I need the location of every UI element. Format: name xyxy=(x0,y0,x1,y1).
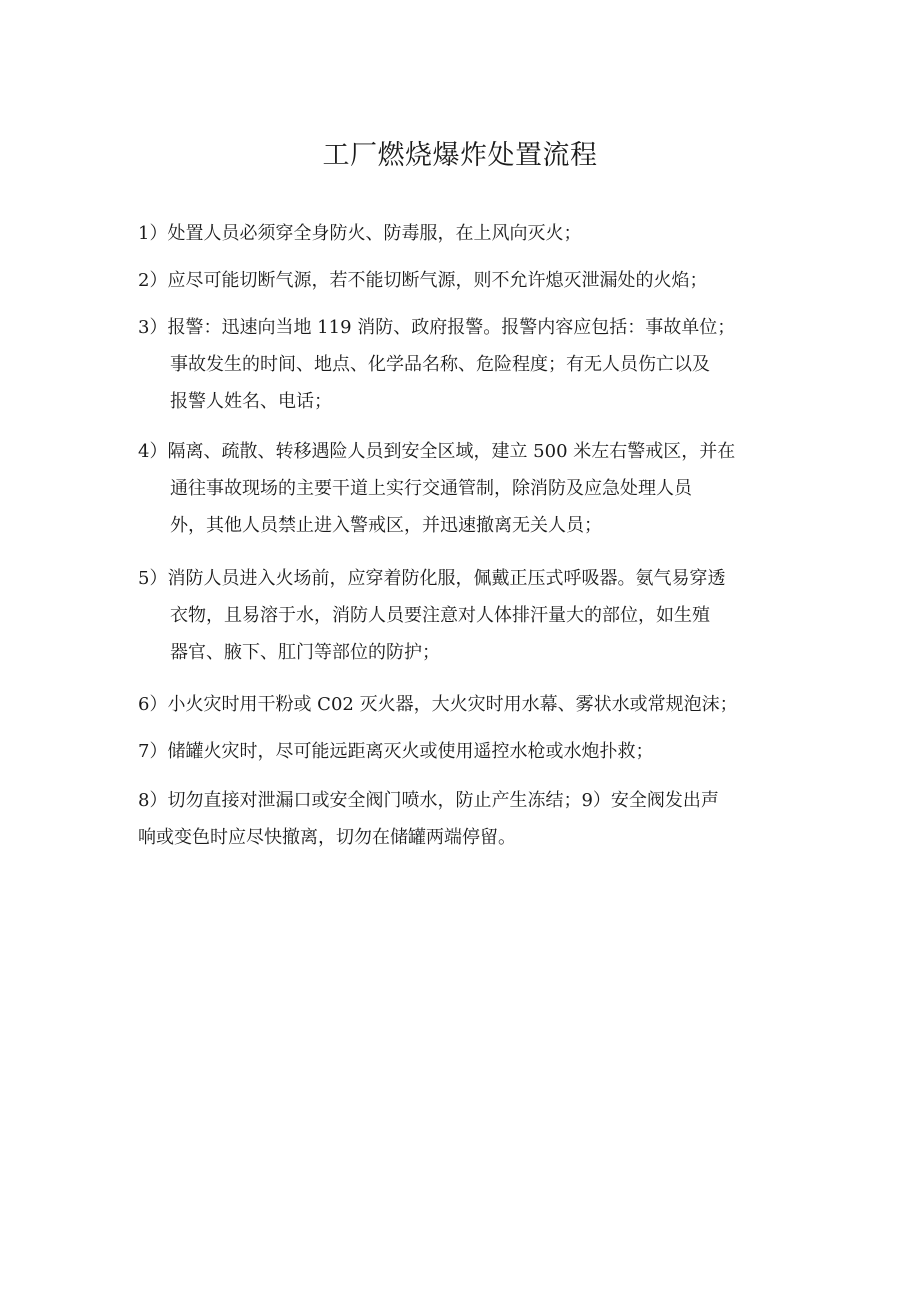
item-line: 2）应尽可能切断气源，若不能切断气源，则不允许熄灭泄漏处的火焰； xyxy=(138,270,708,291)
item-line: 5）消防人员进入火场前，应穿着防化服，佩戴正压式呼吸器。氨气易穿透 xyxy=(138,568,726,589)
item-line: 外，其他人员禁止进入警戒区，并迅速撤离无关人员； xyxy=(170,515,602,536)
item-line: 4）隔离、疏散、转移遇险人员到安全区域，建立 500 米左右警戒区，并在 xyxy=(138,441,736,462)
list-item-5 xyxy=(138,560,798,671)
list-item-7 xyxy=(138,733,798,770)
item-line: 器官、腋下、肛门等部位的防护； xyxy=(170,642,440,663)
list-item-3 xyxy=(138,309,798,420)
list-item-2 xyxy=(138,262,798,299)
item-line: 衣物，且易溶于水，消防人员要注意对人体排汗量大的部位，如生殖 xyxy=(170,605,710,626)
item-line: 3）报警：迅速向当地 119 消防、政府报警。报警内容应包括：事故单位； xyxy=(138,317,736,338)
list-item-4 xyxy=(138,433,798,544)
list-item-6 xyxy=(138,686,798,723)
list-item-8 xyxy=(138,782,798,856)
item-line: 1）处置人员必须穿全身防火、防毒服，在上风向灭火； xyxy=(138,223,582,244)
list-item-1 xyxy=(138,215,798,252)
item-line: 7）储罐火灾时，尽可能远距离灭火或使用遥控水枪或水炮扑救； xyxy=(138,741,654,762)
document-title: 工厂燃烧爆炸处置流程 xyxy=(322,140,598,171)
item-line: 通往事故现场的主要干道上实行交通管制，除消防及应急处理人员 xyxy=(170,478,692,499)
item-line: 报警人姓名、电话； xyxy=(170,391,332,412)
item-line: 8）切勿直接对泄漏口或安全阀门喷水，防止产生冻结；9）安全阀发出声 xyxy=(138,790,719,811)
item-line: 事故发生的时间、地点、化学品名称、危险程度；有无人员伤亡以及 xyxy=(170,354,710,375)
item-line: 响或变色时应尽快撤离，切勿在储罐两端停留。 xyxy=(138,827,516,848)
item-line: 6）小火灾时用干粉或 C02 灭火器，大火灾时用水幕、雾状水或常规泡沫； xyxy=(138,694,738,715)
